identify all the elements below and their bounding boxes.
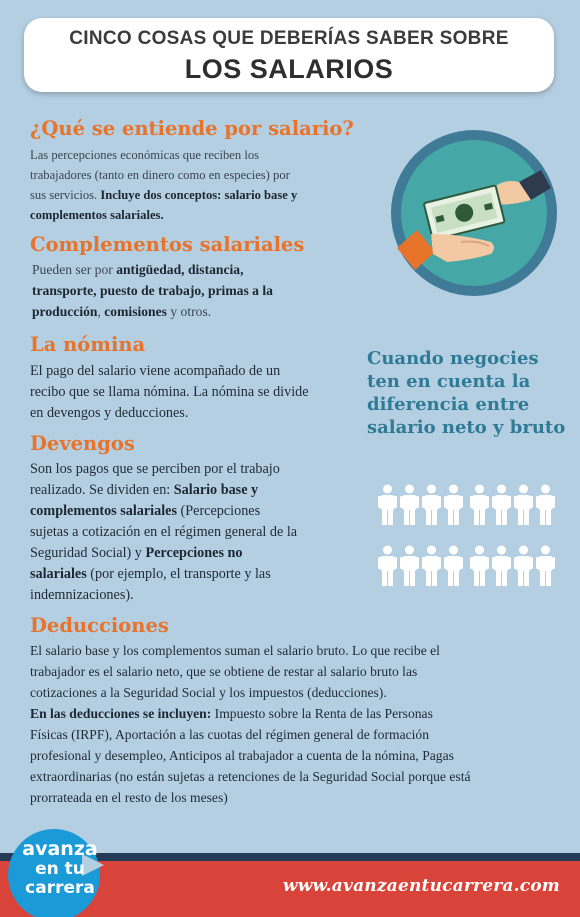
money-exchange-illustration bbox=[391, 130, 557, 296]
callout-line: ten en cuenta la bbox=[367, 371, 531, 392]
person-icon bbox=[469, 484, 490, 526]
text-run: Seguridad Social) y bbox=[30, 545, 146, 561]
section-title-devengos: Devengos bbox=[30, 432, 135, 455]
person-icon bbox=[535, 484, 556, 526]
text-run: sus servicios. bbox=[30, 188, 101, 202]
text-line bbox=[30, 543, 370, 564]
text-run-bold: complementos salariales. bbox=[30, 208, 164, 222]
text-run-bold: Salario base y bbox=[173, 482, 259, 498]
text-run: Pueden ser por bbox=[32, 262, 117, 277]
section-body-devengos bbox=[30, 459, 370, 606]
text-line bbox=[30, 480, 370, 501]
person-icon bbox=[535, 545, 556, 587]
text-line bbox=[32, 259, 372, 280]
logo-word-1: avanza bbox=[22, 838, 98, 860]
people-group bbox=[469, 484, 556, 526]
money-hand-icon bbox=[391, 130, 557, 296]
callout-line: diferencia entre bbox=[367, 394, 530, 415]
text-run: (Percepciones bbox=[176, 503, 261, 519]
text-line bbox=[30, 564, 370, 585]
person-icon bbox=[421, 545, 442, 587]
callout-line: salario neto y bruto bbox=[367, 417, 566, 438]
text-line bbox=[32, 280, 372, 301]
text-run-bold: Incluye dos conceptos: salario base y bbox=[100, 188, 298, 202]
text-line: trabajador es el salario neto, que se obtiene de restar al salario bruto las bbox=[30, 664, 418, 679]
person-icon bbox=[513, 484, 534, 526]
text-run: (por ejemplo, el transporte y las bbox=[86, 566, 271, 582]
text-run-bold: producción bbox=[32, 304, 98, 319]
title-line-2: LOS SALARIOS bbox=[184, 54, 394, 84]
text-run-bold: salariales bbox=[30, 566, 87, 582]
person-icon bbox=[421, 484, 442, 526]
text-run: y otros. bbox=[166, 304, 212, 319]
person-icon bbox=[399, 484, 420, 526]
text-run: Impuesto sobre la Renta de las Personas bbox=[211, 706, 433, 721]
text-line bbox=[30, 501, 370, 522]
text-line: cotizaciones a la Seguridad Social y los impuestos (deducciones). bbox=[30, 685, 387, 700]
section-title-salario: ¿Qué se entiende por salario? bbox=[30, 117, 354, 140]
text-line: trabajadores (tanto en dinero como en especies) por bbox=[30, 168, 290, 182]
logo-word-3: carrera bbox=[25, 878, 95, 898]
text-line bbox=[30, 185, 380, 205]
person-icon bbox=[377, 545, 398, 587]
text-line: en devengos y deducciones. bbox=[30, 405, 189, 421]
text-run-bold: comisiones bbox=[104, 304, 167, 319]
text-run-bold: En las deducciones se incluyen: bbox=[30, 706, 212, 721]
text-line: Son los pagos que se perciben por el trabajo bbox=[30, 461, 280, 477]
text-run-bold: antigüedad, distancia, bbox=[116, 262, 244, 277]
text-line: Físicas (IRPF), Aportación a las cuotas del régimen general de formación bbox=[30, 727, 430, 742]
text-run: , bbox=[97, 304, 105, 319]
text-line: El salario base y los complementos suman el salario bruto. Lo que recibe el bbox=[30, 643, 440, 658]
section-body-complementos bbox=[32, 259, 372, 322]
section-title-deducciones: Deducciones bbox=[30, 614, 169, 637]
section-title-complementos: Complementos salariales bbox=[30, 233, 305, 256]
person-icon bbox=[491, 484, 512, 526]
text-run: realizado. Se dividen en: bbox=[30, 482, 174, 498]
section-body-deducciones bbox=[30, 640, 570, 808]
text-line: sujetas a cotización en el régimen general de la bbox=[30, 524, 298, 540]
person-icon bbox=[469, 545, 490, 587]
person-icon bbox=[443, 545, 464, 587]
text-line bbox=[30, 205, 380, 225]
website-link[interactable]: www.avanzaentucarrera.com bbox=[282, 876, 560, 896]
logo-word-2: en tu bbox=[35, 859, 85, 879]
callout-line: Cuando negocies bbox=[367, 348, 539, 369]
text-line: profesional y desempleo, Anticipos al trabajador a cuenta de la nómina, Pagas bbox=[30, 748, 454, 763]
text-line bbox=[32, 301, 372, 322]
text-line: Las percepciones económicas que reciben los bbox=[30, 148, 260, 162]
people-group bbox=[377, 484, 464, 526]
title-banner bbox=[24, 18, 554, 92]
text-line: El pago del salario viene acompañado de un bbox=[30, 363, 281, 379]
person-icon bbox=[513, 545, 534, 587]
text-line: prorrateada en el resto de los meses) bbox=[30, 790, 228, 805]
text-run-bold: transporte, puesto de trabajo, primas a la bbox=[32, 283, 273, 298]
section-body-nomina bbox=[30, 361, 370, 424]
person-icon bbox=[377, 484, 398, 526]
text-line: extraordinarias (no están sujetas a retenciones de la Seguridad Social porque está bbox=[30, 769, 471, 784]
people-group bbox=[469, 545, 556, 587]
callout-text bbox=[367, 347, 577, 439]
section-title-nomina: La nómina bbox=[30, 333, 146, 356]
title-line-1: CINCO COSAS QUE DEBERÍAS SABER SOBRE bbox=[69, 28, 509, 49]
text-line: indemnizaciones). bbox=[30, 587, 134, 603]
people-group bbox=[377, 545, 464, 587]
person-icon bbox=[491, 545, 512, 587]
person-icon bbox=[399, 545, 420, 587]
text-run-bold: complementos salariales bbox=[30, 503, 177, 519]
text-line bbox=[30, 703, 570, 724]
person-icon bbox=[443, 484, 464, 526]
text-run-bold: Percepciones no bbox=[145, 545, 243, 561]
text-line: recibo que se llama nómina. La nómina se divide bbox=[30, 384, 309, 400]
section-body-salario bbox=[30, 145, 380, 225]
